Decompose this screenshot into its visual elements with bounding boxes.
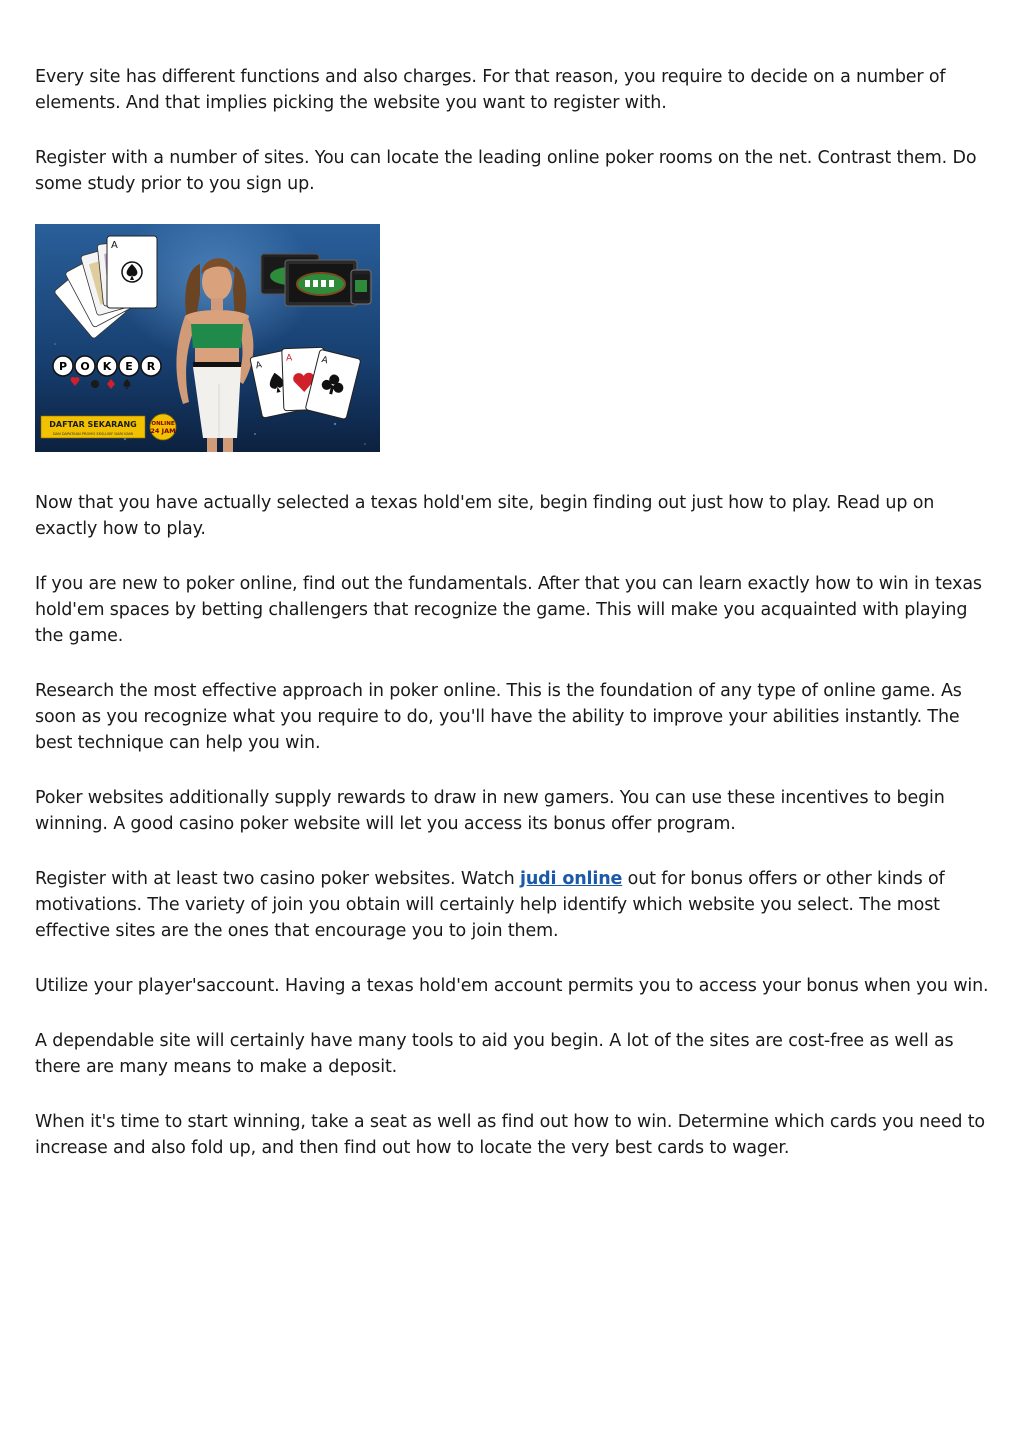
paragraph-7-text-after: out for bonus offers or other kinds of motivations. The variety of join you obtain will certainly help identify which website you select. The most effective sites are the ones that encourage you to join them. [35,869,945,941]
paragraph-9: A dependable site will certainly have many tools to aid you begin. A lot of the sites are cost-free as well as there are many means to make a deposit. [35,1031,954,1077]
svg-text:24 JAM: 24 JAM [150,427,176,435]
poker-banner-image [35,224,380,452]
svg-text:A: A [285,353,293,364]
paragraph-8: Utilize your player'saccount. Having a texas hold'em account permits you to access your bonus when you win. [35,976,989,996]
paragraph-1: Every site has different functions and also charges. For that reason, you require to decide on a number of elements. And that implies picking the website you want to register with. [35,67,946,113]
svg-text:R: R [146,360,156,373]
paragraph-3: Now that you have actually selected a texas hold'em site, begin finding out just how to play. Read up on exactly how to play. [35,493,935,539]
svg-text:ONLINE: ONLINE [151,421,175,427]
article-body [35,64,995,1161]
paragraph-5: Research the most effective approach in poker online. This is the foundation of any type of online game. As soon as you recognize what you require to do, you'll have the ability to improve your abilities instantly. The best technique can help you win. [35,681,962,753]
svg-text:P: P [58,360,68,373]
svg-text:DAN DAPATKAN PROMO EKSLUSIF DA: DAN DAPATKAN PROMO EKSLUSIF DARI KAMI [52,432,134,436]
svg-text:A: A [254,360,263,372]
svg-text:A: A [320,355,329,367]
svg-text:K: K [102,360,112,373]
paragraph-7 [35,866,995,944]
paragraph-10: When it's time to start winning, take a seat as well as find out how to win. Determine which cards you need to increase and also fold up, and then find out how to locate the very best cards to wager. [35,1112,985,1158]
paragraph-7-text-before: Register with at least two casino poker websites. Watch [35,869,521,889]
svg-text:DAFTAR SEKARANG: DAFTAR SEKARANG [49,420,137,429]
judi-online-link[interactable]: judi online [520,869,623,889]
svg-text:E: E [125,360,133,373]
svg-text:A: A [111,240,118,251]
paragraph-2: Register with a number of sites. You can locate the leading online poker rooms on the net. Contrast them. Do some study prior to you sign up. [35,148,977,194]
paragraph-4: If you are new to poker online, find out the fundamentals. After that you can learn exactly how to win in texas hold'em spaces by betting challengers that recognize the game. This will make you acquainted with playing the game. [35,574,982,646]
ace-cards-icon [250,347,361,419]
paragraph-6: Poker websites additionally supply rewards to draw in new gamers. You can use these incentives to begin winning. A good casino poker website will let you access its bonus offer program. [35,788,945,834]
svg-text:O: O [80,360,90,373]
